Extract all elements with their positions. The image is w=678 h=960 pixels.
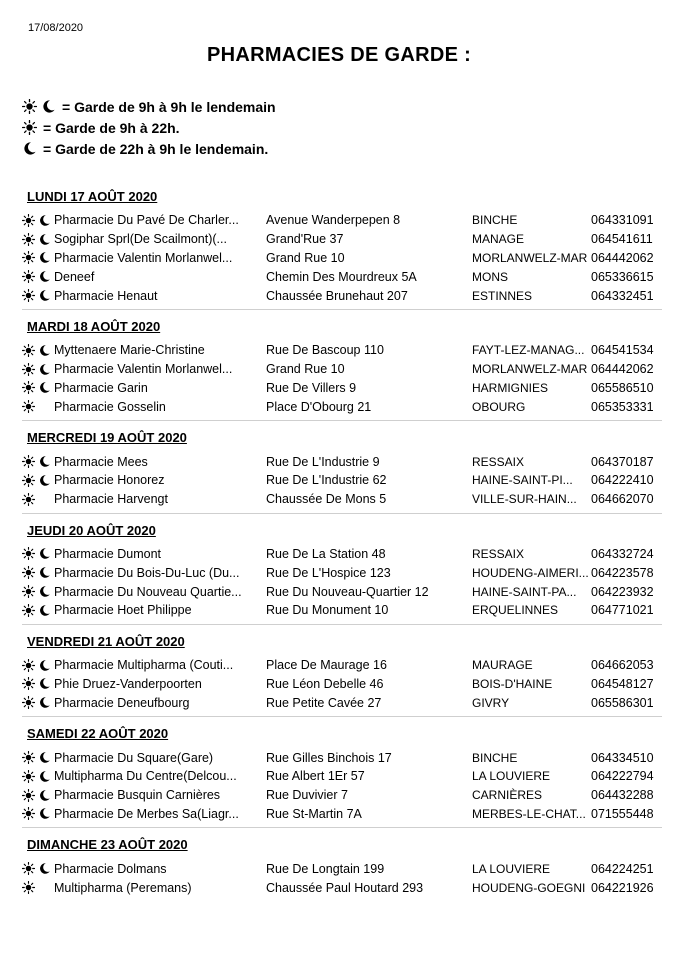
pharmacy-name: Pharmacie Valentin Morlanwel... (54, 250, 233, 265)
pharmacy-row (22, 878, 662, 897)
section-divider (22, 513, 662, 514)
duty-icons (22, 214, 54, 227)
pharmacy-phone: 065336615 (591, 269, 654, 284)
pharmacy-name: Phie Druez-Vanderpoorten (54, 676, 202, 691)
day-heading: DIMANCHE 23 AOÛT 2020 (27, 837, 188, 853)
pharmacy-city: MORLANWELZ-MAR (472, 362, 588, 377)
duty-icons (22, 696, 54, 709)
section-divider (22, 827, 662, 828)
pharmacy-address: Grand'Rue 37 (266, 232, 344, 247)
pharmacy-phone: 065353331 (591, 399, 654, 414)
sun-icon (22, 751, 35, 764)
pharmacy-phone: 071555448 (591, 806, 654, 821)
pharmacy-phone: 064334510 (591, 750, 654, 765)
sun-icon (22, 289, 35, 302)
pharmacy-phone: 064222410 (591, 473, 654, 488)
pharmacy-phone: 064221926 (591, 880, 654, 895)
moon-icon (38, 789, 51, 802)
pharmacy-address: Rue Du Monument 10 (266, 603, 389, 618)
moon-icon (38, 862, 51, 875)
pharmacy-name: Pharmacie Dumont (54, 546, 161, 561)
pharmacy-phone: 064224251 (591, 861, 654, 876)
pharmacy-city: BINCHE (472, 213, 518, 228)
duty-icons (22, 604, 54, 617)
day-section (22, 186, 662, 307)
pharmacy-address: Rue Gilles Binchois 17 (266, 750, 392, 765)
pharmacy-city: LA LOUVIERE (472, 769, 551, 784)
pharmacy-row (22, 545, 662, 564)
sun-icon (22, 344, 35, 357)
pharmacy-name: Pharmacie Du Nouveau Quartie... (54, 584, 242, 599)
pharmacy-address: Rue Duvivier 7 (266, 788, 348, 803)
pharmacy-address: Avenue Wanderpepen 8 (266, 213, 401, 228)
sun-icon (22, 696, 35, 709)
pharmacy-address: Grand Rue 10 (266, 362, 345, 377)
day-section (22, 716, 662, 825)
moon-icon (41, 99, 56, 114)
pharmacy-address: Chaussée De Mons 5 (266, 492, 387, 507)
pharmacy-address: Place De Maurage 16 (266, 658, 387, 673)
pharmacy-name: Pharmacie Honorez (54, 473, 165, 488)
pharmacy-row (22, 249, 662, 268)
pharmacy-address: Rue De Villers 9 (266, 380, 357, 395)
moon-icon (38, 604, 51, 617)
duty-icons (22, 566, 54, 579)
pharmacy-address: Rue De L'Industrie 62 (266, 473, 387, 488)
pharmacy-city: BOIS-D'HAINE (472, 676, 553, 691)
pharmacy-city: MAURAGE (472, 658, 533, 673)
pharmacy-name: Sogiphar Sprl(De Scailmont)(... (54, 232, 227, 247)
duty-icons (22, 363, 54, 376)
pharmacy-phone: 064223932 (591, 584, 654, 599)
pharmacy-name: Pharmacie Du Bois-Du-Luc (Du... (54, 565, 240, 580)
section-divider (22, 309, 662, 310)
pharmacy-address: Rue Léon Debelle 46 (266, 676, 384, 691)
moon-icon (38, 659, 51, 672)
moon-icon (38, 807, 51, 820)
moon-icon (38, 696, 51, 709)
legend-text: = Garde de 9h à 22h. (43, 119, 180, 136)
pharmacy-name: Multipharma (Peremans) (54, 880, 192, 895)
pharmacy-address: Rue De L'Industrie 9 (266, 454, 380, 469)
moon-icon (38, 474, 51, 487)
pharmacy-address: Place D'Obourg 21 (266, 399, 372, 414)
pharmacy-address: Grand Rue 10 (266, 250, 345, 265)
section-divider (22, 420, 662, 421)
section-divider (22, 624, 662, 625)
pharmacy-address: Rue De La Station 48 (266, 546, 386, 561)
pharmacy-phone: 064442062 (591, 362, 654, 377)
pharmacy-name: Pharmacie Deneufbourg (54, 695, 190, 710)
moon-icon (38, 289, 51, 302)
pharmacy-city: MONS (472, 269, 508, 284)
pharmacy-address: Rue De Bascoup 110 (266, 343, 384, 358)
pharmacy-phone: 064332451 (591, 288, 654, 303)
pharmacy-row (22, 211, 662, 230)
pharmacy-list (22, 207, 662, 307)
pharmacy-city: ERQUELINNES (472, 603, 559, 618)
sun-icon (22, 233, 35, 246)
day-heading: SAMEDI 22 AOÛT 2020 (27, 726, 169, 742)
pharmacy-city: RESSAIX (472, 454, 525, 469)
pharmacy-row (22, 267, 662, 286)
pharmacy-row (22, 601, 662, 620)
duty-icons (22, 807, 54, 820)
pharmacy-name: Pharmacie Du Pavé De Charler... (54, 213, 239, 228)
day-section (22, 624, 662, 714)
pharmacy-phone: 064541534 (591, 343, 654, 358)
pharmacy-row (22, 563, 662, 582)
duty-icons (22, 881, 54, 894)
day-heading: MARDI 18 AOÛT 2020 (27, 318, 161, 334)
pharmacy-row (22, 397, 662, 416)
sun-icon (22, 214, 35, 227)
pharmacy-name: Pharmacie Mees (54, 454, 148, 469)
pharmacy-address: Rue De L'Hospice 123 (266, 565, 391, 580)
sun-icon (22, 585, 35, 598)
moon-icon (38, 566, 51, 579)
pharmacy-city: MANAGE (472, 232, 525, 247)
duty-icons (22, 289, 54, 302)
pharmacy-city: HOUDENG-AIMERI... (472, 565, 589, 580)
day-heading: VENDREDI 21 AOÛT 2020 (27, 633, 185, 649)
duty-icons (22, 677, 54, 690)
legend-text: = Garde de 22h à 9h le lendemain. (43, 140, 269, 157)
pharmacy-name: Myttenaere Marie-Christine (54, 343, 205, 358)
pharmacy-row (22, 805, 662, 824)
duty-icons (22, 547, 54, 560)
pharmacy-phone: 064548127 (591, 676, 654, 691)
pharmacy-row (22, 341, 662, 360)
moon-icon (22, 141, 37, 156)
legend-item (22, 96, 276, 117)
duty-icons (22, 659, 54, 672)
pharmacy-city: RESSAIX (472, 546, 525, 561)
sun-icon (22, 881, 35, 894)
day-section (22, 309, 662, 418)
pharmacy-phone: 064541611 (591, 232, 653, 247)
pharmacy-list (22, 448, 662, 510)
sun-icon (22, 547, 35, 560)
pharmacy-address: Rue Petite Cavée 27 (266, 695, 382, 710)
moon-icon (38, 751, 51, 764)
pharmacy-row (22, 286, 662, 305)
moon-icon (38, 381, 51, 394)
sun-icon (22, 270, 35, 283)
document-date: 17/08/2020 (28, 22, 84, 34)
duty-icons (22, 400, 54, 413)
pharmacy-address: Chemin Des Mourdreux 5A (266, 269, 417, 284)
duty-icons (22, 789, 54, 802)
pharmacy-address: Chaussée Brunehaut 207 (266, 288, 408, 303)
pharmacy-row (22, 786, 662, 805)
legend-item (22, 138, 276, 159)
pharmacy-row (22, 767, 662, 786)
legend-text: = Garde de 9h à 9h le lendemain (62, 98, 276, 115)
pharmacy-phone: 064332724 (591, 546, 654, 561)
sun-icon (22, 400, 35, 413)
sun-icon (22, 474, 35, 487)
pharmacy-name: Pharmacie Harvengt (54, 492, 168, 507)
pharmacy-row (22, 582, 662, 601)
pharmacy-name: Pharmacie Multipharma (Couti... (54, 658, 234, 673)
pharmacy-city: MORLANWELZ-MAR (472, 250, 588, 265)
pharmacy-phone: 064662070 (591, 492, 654, 507)
moon-icon (38, 677, 51, 690)
day-heading: MERCREDI 19 AOÛT 2020 (27, 430, 187, 446)
day-section (22, 513, 662, 622)
pharmacy-list (22, 337, 662, 418)
pharmacy-name: Pharmacie Garin (54, 380, 148, 395)
pharmacy-row (22, 859, 662, 878)
pharmacy-city: HAINE-SAINT-PI... (472, 473, 573, 488)
pharmacy-name: Pharmacie Gosselin (54, 399, 166, 414)
moon-icon (38, 233, 51, 246)
pharmacy-row (22, 748, 662, 767)
duty-icons (22, 474, 54, 487)
sun-icon (22, 99, 37, 114)
pharmacy-city: ESTINNES (472, 288, 533, 303)
sun-icon (22, 566, 35, 579)
day-heading: JEUDI 20 AOÛT 2020 (27, 522, 156, 538)
pharmacy-city: VILLE-SUR-HAIN... (472, 492, 577, 507)
pharmacy-city: HARMIGNIES (472, 380, 549, 395)
sun-icon (22, 659, 35, 672)
sun-icon (22, 363, 35, 376)
moon-icon (38, 770, 51, 783)
legend-item (22, 117, 276, 138)
pharmacy-name: Multipharma Du Centre(Delcou... (54, 769, 237, 784)
pharmacy-list (22, 652, 662, 714)
pharmacy-city: GIVRY (472, 695, 510, 710)
moon-icon (38, 363, 51, 376)
pharmacy-name: Pharmacie Henaut (54, 288, 158, 303)
pharmacy-name: Pharmacie Hoet Philippe (54, 603, 192, 618)
duty-icons (22, 344, 54, 357)
pharmacy-phone: 064432288 (591, 788, 654, 803)
section-divider (22, 716, 662, 717)
pharmacy-name: Pharmacie De Merbes Sa(Liagr... (54, 806, 239, 821)
schedule (22, 186, 662, 899)
pharmacy-list (22, 541, 662, 622)
pharmacy-name: Pharmacie Du Square(Gare) (54, 750, 214, 765)
sun-icon (22, 862, 35, 875)
moon-icon (38, 214, 51, 227)
pharmacy-row (22, 230, 662, 249)
duty-icons (22, 751, 54, 764)
moon-icon (38, 547, 51, 560)
pharmacy-address: Rue Albert 1Er 57 (266, 769, 365, 784)
sun-icon (22, 807, 35, 820)
pharmacy-phone: 064662053 (591, 658, 654, 673)
sun-icon (22, 251, 35, 264)
duty-icons (22, 862, 54, 875)
pharmacy-phone: 064331091 (591, 213, 654, 228)
pharmacy-city: FAYT-LEZ-MANAG... (472, 343, 585, 358)
day-heading: LUNDI 17 AOÛT 2020 (27, 189, 158, 204)
day-section (22, 827, 662, 899)
pharmacy-row (22, 693, 662, 712)
pharmacy-row (22, 471, 662, 490)
pharmacy-city: CARNIÈRES (472, 788, 543, 803)
moon-icon (38, 455, 51, 468)
moon-icon (38, 344, 51, 357)
page-title: PHARMACIES DE GARDE : (206, 44, 472, 66)
sun-icon (22, 789, 35, 802)
pharmacy-phone: 064223578 (591, 565, 654, 580)
pharmacy-city: HOUDENG-GOEGNI (472, 880, 586, 895)
pharmacy-row (22, 490, 662, 509)
sun-icon (22, 677, 35, 690)
legend (22, 96, 276, 159)
duty-icons (22, 251, 54, 264)
pharmacy-name: Deneef (54, 269, 95, 284)
pharmacy-row (22, 675, 662, 694)
duty-icons (22, 233, 54, 246)
duty-icons (22, 455, 54, 468)
pharmacy-phone: 064442062 (591, 250, 654, 265)
pharmacy-name: Pharmacie Dolmans (54, 861, 167, 876)
pharmacy-address: Rue Du Nouveau-Quartier 12 (266, 584, 429, 599)
pharmacy-city: BINCHE (472, 750, 518, 765)
pharmacy-address: Chaussée Paul Houtard 293 (266, 880, 424, 895)
pharmacy-phone: 065586510 (591, 380, 654, 395)
moon-icon (38, 270, 51, 283)
duty-icons (22, 493, 54, 506)
pharmacy-address: Rue St-Martin 7A (266, 806, 362, 821)
pharmacy-row (22, 360, 662, 379)
pharmacy-phone: 064222794 (591, 769, 654, 784)
pharmacy-name: Pharmacie Busquin Carnières (54, 788, 221, 803)
pharmacy-list (22, 744, 662, 825)
moon-icon (38, 251, 51, 264)
day-section (22, 420, 662, 510)
pharmacy-row (22, 452, 662, 471)
sun-icon (22, 120, 37, 135)
pharmacy-address: Rue De Longtain 199 (266, 861, 385, 876)
pharmacy-phone: 065586301 (591, 695, 654, 710)
duty-icons (22, 381, 54, 394)
pharmacy-city: OBOURG (472, 399, 526, 414)
sun-icon (22, 381, 35, 394)
pharmacy-row (22, 379, 662, 398)
duty-icons (22, 770, 54, 783)
pharmacy-city: MERBES-LE-CHAT... (472, 806, 586, 821)
pharmacy-city: HAINE-SAINT-PA... (472, 584, 577, 599)
sun-icon (22, 770, 35, 783)
duty-icons (22, 270, 54, 283)
pharmacy-phone: 064771021 (591, 603, 654, 618)
sun-icon (22, 455, 35, 468)
pharmacy-name: Pharmacie Valentin Morlanwel... (54, 362, 233, 377)
sun-icon (22, 493, 35, 506)
moon-icon (38, 585, 51, 598)
pharmacy-list (22, 855, 662, 899)
sun-icon (22, 604, 35, 617)
duty-icons (22, 585, 54, 598)
pharmacy-row (22, 656, 662, 675)
pharmacy-phone: 064370187 (591, 454, 654, 469)
pharmacy-city: LA LOUVIERE (472, 861, 551, 876)
